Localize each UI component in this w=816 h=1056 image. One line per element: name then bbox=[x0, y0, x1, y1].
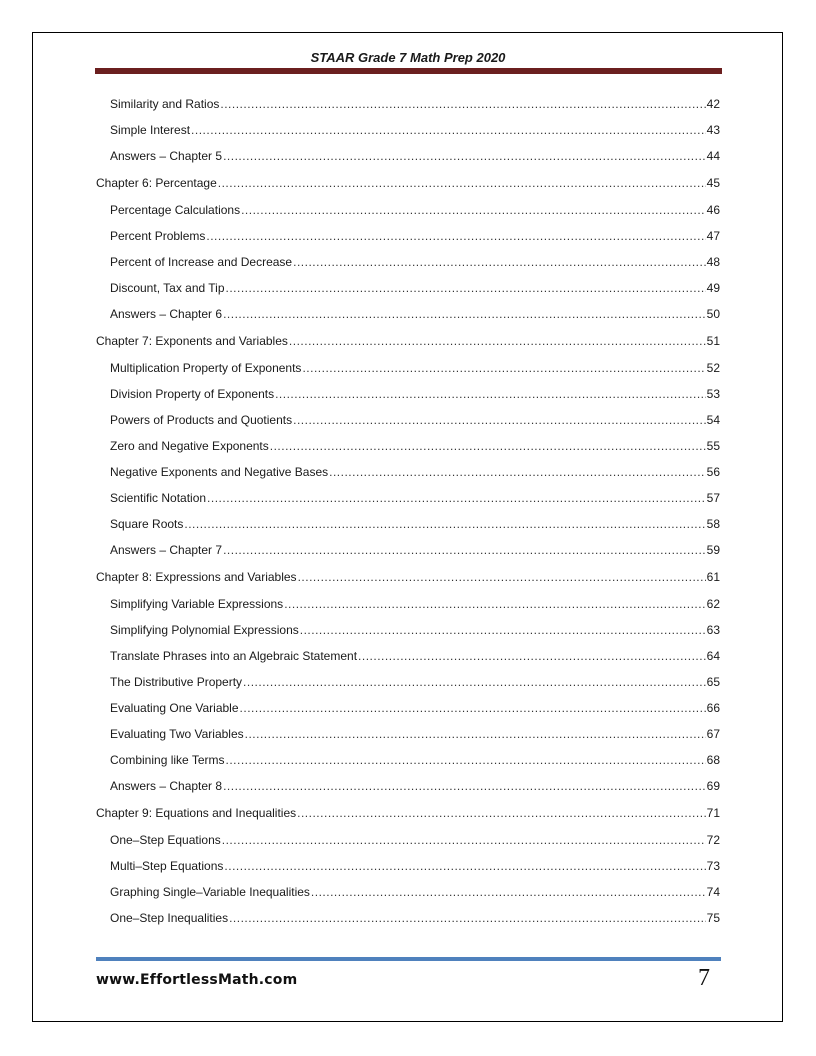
toc-dot-leader bbox=[191, 123, 706, 137]
toc-entry bbox=[110, 753, 720, 767]
toc-entry bbox=[110, 517, 720, 531]
toc-entry-title: Discount, Tax and Tip bbox=[110, 281, 225, 295]
toc-dot-leader bbox=[226, 281, 706, 295]
toc-entry-page: 56 bbox=[706, 465, 720, 479]
toc-dot-leader bbox=[293, 255, 706, 269]
toc-entry-page: 68 bbox=[706, 753, 720, 767]
toc-dot-leader bbox=[358, 649, 706, 663]
toc-entry bbox=[110, 779, 720, 793]
toc-entry-title: Chapter 7: Exponents and Variables bbox=[96, 334, 288, 348]
toc-entry bbox=[110, 491, 720, 505]
toc-dot-leader bbox=[184, 517, 705, 531]
toc-entry bbox=[110, 911, 720, 925]
toc-chapter-entry bbox=[96, 176, 720, 190]
toc-entry bbox=[110, 229, 720, 243]
toc-entry bbox=[110, 833, 720, 847]
toc-entry-page: 46 bbox=[706, 203, 720, 217]
toc-dot-leader bbox=[297, 806, 706, 820]
toc-entry bbox=[110, 413, 720, 427]
toc-entry-title: Percent of Increase and Decrease bbox=[110, 255, 293, 269]
toc-entry-page: 47 bbox=[706, 229, 720, 243]
toc-entry bbox=[110, 281, 720, 295]
toc-entry-page: 54 bbox=[706, 413, 720, 427]
toc-entry-title: Zero and Negative Exponents bbox=[110, 439, 269, 453]
toc-entry bbox=[110, 439, 720, 453]
toc-entry-title: Multi–Step Equations bbox=[110, 859, 224, 873]
toc-dot-leader bbox=[302, 361, 705, 375]
toc-entry-title: Evaluating Two Variables bbox=[110, 727, 244, 741]
toc-dot-leader bbox=[245, 727, 706, 741]
toc-entry-page: 42 bbox=[706, 97, 720, 111]
toc-entry-page: 45 bbox=[706, 176, 720, 190]
toc-entry bbox=[110, 597, 720, 611]
toc-dot-leader bbox=[218, 176, 706, 190]
toc-dot-leader bbox=[311, 885, 706, 899]
toc-entry bbox=[110, 543, 720, 557]
toc-entry bbox=[110, 255, 720, 269]
toc-entry-page: 59 bbox=[706, 543, 720, 557]
toc-entry-page: 75 bbox=[706, 911, 720, 925]
toc-entry-page: 51 bbox=[706, 334, 720, 348]
toc-entry bbox=[110, 203, 720, 217]
toc-dot-leader bbox=[289, 334, 706, 348]
toc-entry bbox=[110, 701, 720, 715]
toc-entry-page: 73 bbox=[706, 859, 720, 873]
toc-entry-page: 72 bbox=[706, 833, 720, 847]
toc-entry-title: Answers – Chapter 5 bbox=[110, 149, 223, 163]
toc-entry-title: Similarity and Ratios bbox=[110, 97, 220, 111]
toc-entry-page: 66 bbox=[706, 701, 720, 715]
toc-entry-title: One–Step Equations bbox=[110, 833, 221, 847]
toc-entry-title: Graphing Single–Variable Inequalities bbox=[110, 885, 310, 899]
toc-entry-title: Evaluating One Variable bbox=[110, 701, 239, 715]
toc-dot-leader bbox=[220, 97, 705, 111]
toc-dot-leader bbox=[300, 623, 706, 637]
toc-entry-page: 64 bbox=[706, 649, 720, 663]
toc-entry-title: Simplifying Polynomial Expressions bbox=[110, 623, 299, 637]
toc-entry-title: Answers – Chapter 7 bbox=[110, 543, 223, 557]
toc-entry-page: 63 bbox=[706, 623, 720, 637]
toc-entry bbox=[110, 149, 720, 163]
toc-entry bbox=[110, 675, 720, 689]
toc-entry bbox=[110, 465, 720, 479]
toc-entry-title: Chapter 6: Percentage bbox=[96, 176, 217, 190]
toc-dot-leader bbox=[298, 570, 706, 584]
toc-entry bbox=[110, 387, 720, 401]
toc-entry-page: 43 bbox=[706, 123, 720, 137]
toc-dot-leader bbox=[223, 307, 706, 321]
toc-entry-page: 49 bbox=[706, 281, 720, 295]
toc-entry-title: The Distributive Property bbox=[110, 675, 243, 689]
toc-dot-leader bbox=[207, 491, 706, 505]
toc-entry-page: 48 bbox=[706, 255, 720, 269]
toc-dot-leader bbox=[222, 833, 706, 847]
toc-entry-title: Answers – Chapter 6 bbox=[110, 307, 223, 321]
toc-entry-title: Answers – Chapter 8 bbox=[110, 779, 223, 793]
toc-dot-leader bbox=[223, 543, 706, 557]
toc-entry bbox=[110, 97, 720, 111]
toc-entry-title: Percent Problems bbox=[110, 229, 206, 243]
toc-entry-title: Simplifying Variable Expressions bbox=[110, 597, 284, 611]
toc-entry-page: 57 bbox=[706, 491, 720, 505]
toc-entry-page: 52 bbox=[706, 361, 720, 375]
toc-entry-title: Combining like Terms bbox=[110, 753, 225, 767]
toc-entry-page: 67 bbox=[706, 727, 720, 741]
toc-entry-page: 61 bbox=[706, 570, 720, 584]
footer-website: www.EffortlessMath.com bbox=[96, 972, 298, 988]
toc-entry-page: 71 bbox=[706, 806, 720, 820]
toc-dot-leader bbox=[240, 701, 706, 715]
toc-entry-page: 74 bbox=[706, 885, 720, 899]
toc-entry-title: Simple Interest bbox=[110, 123, 191, 137]
toc-entry-title: Multiplication Property of Exponents bbox=[110, 361, 302, 375]
page-number: 7 bbox=[698, 965, 710, 991]
toc-chapter-entry bbox=[96, 570, 720, 584]
toc-entry bbox=[110, 307, 720, 321]
toc-entry-page: 53 bbox=[706, 387, 720, 401]
toc-entry-page: 62 bbox=[706, 597, 720, 611]
toc-entry bbox=[110, 885, 720, 899]
toc-entry bbox=[110, 623, 720, 637]
running-header-title: STAAR Grade 7 Math Prep 2020 bbox=[310, 50, 506, 65]
toc-entry-page: 55 bbox=[706, 439, 720, 453]
toc-dot-leader bbox=[284, 597, 705, 611]
header-rule bbox=[95, 68, 722, 74]
toc-entry bbox=[110, 361, 720, 375]
toc-entry-page: 44 bbox=[706, 149, 720, 163]
toc-dot-leader bbox=[293, 413, 706, 427]
toc-entry-title: Powers of Products and Quotients bbox=[110, 413, 293, 427]
toc-dot-leader bbox=[206, 229, 705, 243]
toc-entry bbox=[110, 123, 720, 137]
toc-dot-leader bbox=[226, 753, 706, 767]
toc-entry-title: Chapter 9: Equations and Inequalities bbox=[96, 806, 297, 820]
toc-entry bbox=[110, 859, 720, 873]
toc-dot-leader bbox=[270, 439, 706, 453]
toc-entry-title: Translate Phrases into an Algebraic Statement bbox=[110, 649, 358, 663]
toc-entry-title: Square Roots bbox=[110, 517, 184, 531]
toc-dot-leader bbox=[229, 911, 706, 925]
toc-chapter-entry bbox=[96, 334, 720, 348]
toc-dot-leader bbox=[275, 387, 706, 401]
toc-entry-title: Scientific Notation bbox=[110, 491, 207, 505]
footer-rule bbox=[96, 957, 721, 961]
toc-entry-title: Chapter 8: Expressions and Variables bbox=[96, 570, 297, 584]
toc-dot-leader bbox=[223, 779, 706, 793]
toc-entry-page: 58 bbox=[706, 517, 720, 531]
toc-entry-page: 69 bbox=[706, 779, 720, 793]
toc-entry-title: Division Property of Exponents bbox=[110, 387, 275, 401]
toc-entry-title: Percentage Calculations bbox=[110, 203, 241, 217]
toc-dot-leader bbox=[329, 465, 706, 479]
toc-entry-title: Negative Exponents and Negative Bases bbox=[110, 465, 329, 479]
toc-dot-leader bbox=[224, 859, 705, 873]
toc-entry-page: 65 bbox=[706, 675, 720, 689]
toc-dot-leader bbox=[223, 149, 706, 163]
toc-dot-leader bbox=[241, 203, 706, 217]
toc-entry-page: 50 bbox=[706, 307, 720, 321]
toc-entry-title: One–Step Inequalities bbox=[110, 911, 229, 925]
toc-entry bbox=[110, 727, 720, 741]
toc-chapter-entry bbox=[96, 806, 720, 820]
toc-entry bbox=[110, 649, 720, 663]
toc-dot-leader bbox=[243, 675, 706, 689]
